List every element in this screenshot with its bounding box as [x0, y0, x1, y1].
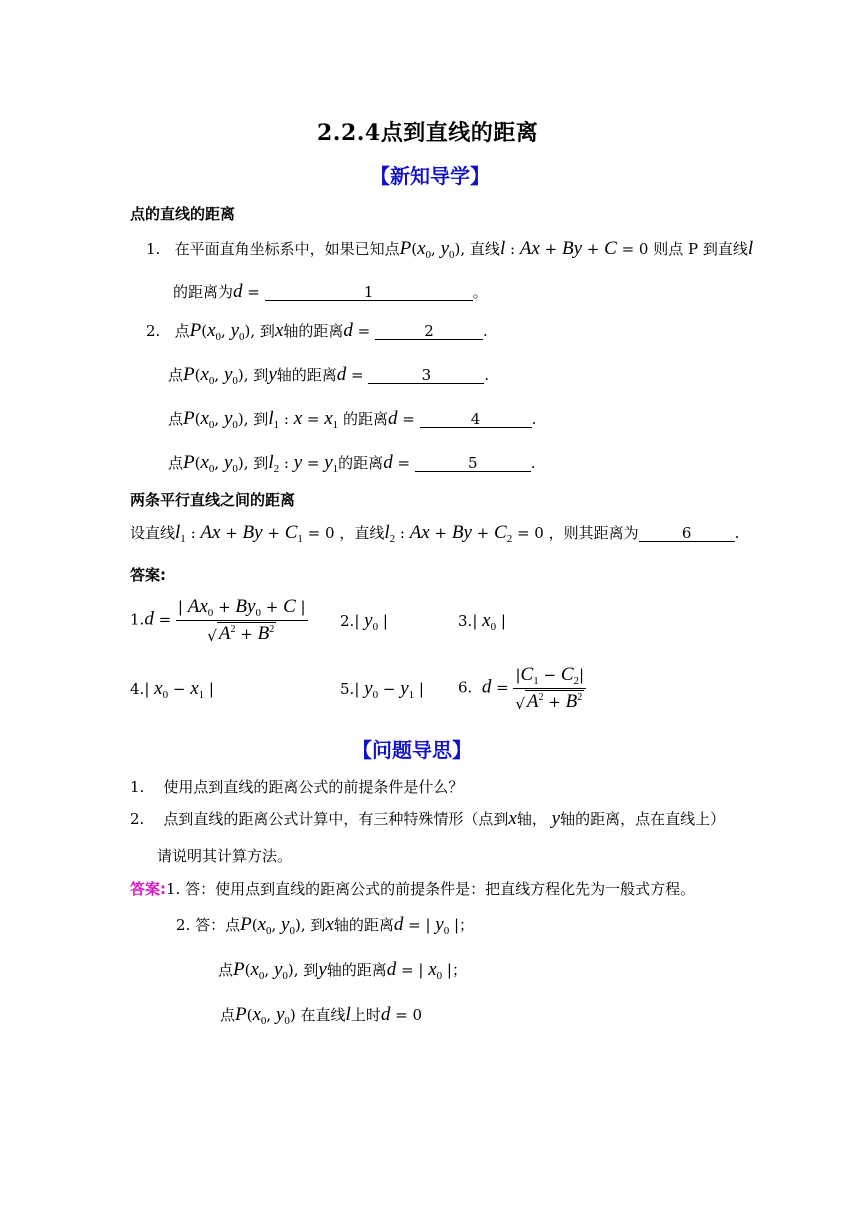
- x-axis-dist-label: 轴的距离: [333, 916, 394, 934]
- parallel-text-a: 设直线: [130, 524, 176, 542]
- heading-parallel-lines: 两条平行直线之间的距离: [130, 491, 296, 509]
- item2-number: 2.: [146, 322, 161, 340]
- item1-text-d: 的距离为: [173, 283, 234, 301]
- page-title: 2.2.4点到直线的距离: [317, 120, 539, 146]
- dao-label: 到: [253, 410, 269, 428]
- item1-line2: 的距离为d = 1 。: [173, 281, 488, 302]
- answer-6-label: 6.: [458, 678, 473, 697]
- answer2-2-prefix: 2. 答：点: [176, 916, 241, 934]
- answer-6: 6. d = $|C_1 - C_2|$ √ $A^2 + B^2$: [458, 664, 585, 713]
- question-2-text-b: 轴，: [516, 810, 547, 828]
- dian-label: 点: [218, 961, 234, 979]
- item2-line4: 点$P(x_0$, $y_0$), 到$l_2$ : $y = y_1$的距离d = 5 .: [168, 452, 536, 475]
- x-axis-dist-label: 轴的距离: [283, 322, 344, 340]
- answer-5-label: 5.: [340, 680, 355, 698]
- item2-line3: 点$P(x_0$, $y_0$), 到$l_1$ : $x = x_1$ 的距离d = 4 .: [168, 408, 537, 431]
- question-1-number: 1.: [130, 778, 145, 796]
- question-2-text-d: 请说明其计算方法。: [157, 847, 293, 865]
- section-new-knowledge: 【新知导学】: [370, 164, 490, 188]
- answer2-line3: 点$P(x_0$, $y_0$), 到y轴的距离d = | $x_0$ |；: [218, 959, 467, 982]
- answer2-line4: 点$P(x_0$, $y_0$) 在直线l上时d = 0: [220, 1004, 422, 1027]
- answer-blank-3[interactable]: 3: [368, 367, 484, 384]
- dao-label: 到: [310, 916, 326, 934]
- answer2-line1: [130, 878, 695, 899]
- y-axis-dist-label: 轴的距离: [276, 366, 337, 384]
- answer-4: 4.| $x_0 - x_1$ |: [130, 678, 214, 701]
- answer-3: 3.| $x_0$ |: [458, 610, 506, 633]
- answer-4-label: 4.: [130, 680, 145, 698]
- answer-2-label: 2.: [340, 612, 355, 630]
- item1-line1: 1. 在平面直角坐标系中，如果已知点$P(x_0$, $y_0$), 直线l : Ax + By + C = 0 则点 P 到直线l: [146, 238, 754, 261]
- dian-label: 点: [220, 1006, 236, 1024]
- section-question-guide: 【问题导思】: [352, 738, 472, 762]
- answer2-label: 答案:: [130, 880, 166, 898]
- item1-text-c: 则点 P 到直线: [653, 240, 748, 258]
- answer-6-fraction: $|C_1 - C_2|$ √ $A^2 + B^2$: [515, 664, 585, 713]
- question-2-line1: 2. 点到直线的距离公式计算中，有三种特殊情形（点到x轴， y轴的距离，点在直线上）: [130, 808, 726, 829]
- dao-label: 到: [253, 454, 269, 472]
- zai-line-label: 在直线: [300, 1006, 346, 1024]
- answer-1: 1.d = | $Ax_0 + By_0 + C$ | √ $A^2 + B^2$: [130, 596, 306, 645]
- question-2-text-c: 轴的距离，点在直线上）: [560, 810, 726, 828]
- answer-blank-2[interactable]: 2: [375, 323, 483, 340]
- dian-label: 点: [168, 410, 184, 428]
- parallel-line-text: 设直线$l_1$ : $Ax + By + C_1 = 0$ ，直线$l_2$ : $Ax + By + C_2 = 0$ ，则其距离为 6 .: [130, 522, 740, 545]
- answer-5: 5.| $y_0 - y_1$ |: [340, 678, 424, 701]
- dao-label: 到: [303, 961, 319, 979]
- answer-blank-6[interactable]: 6: [639, 525, 735, 542]
- parallel-text-b: ，直线: [339, 524, 385, 542]
- parallel-text-c: ，则其距离为: [548, 524, 639, 542]
- semicolon: ；: [451, 961, 467, 979]
- answer-blank-1[interactable]: 1: [265, 284, 473, 301]
- dist-of-label: 的距离: [342, 410, 388, 428]
- answer-2: 2.| $y_0$ |: [340, 610, 388, 633]
- shang-shi-label: 上时: [350, 1006, 381, 1024]
- item1-text-a: 在平面直角坐标系中，如果已知点: [174, 240, 400, 258]
- question-1-text: 使用点到直线的距离公式的前提条件是什么？: [163, 778, 464, 796]
- answer2-1-text: 1. 答：使用点到直线的距离公式的前提条件是：把直线方程化先为一般式方程。: [166, 880, 696, 898]
- dian-label: 点: [168, 454, 184, 472]
- item2-line1: 2. 点$P(x_0$, $y_0$), 到x轴的距离d = 2 .: [146, 320, 488, 343]
- question-2-line2: [157, 845, 292, 866]
- dist-of-label: 的距离: [338, 454, 384, 472]
- semicolon: ；: [459, 916, 475, 934]
- question-2-number: 2.: [130, 810, 145, 828]
- answer-blank-5[interactable]: 5: [415, 455, 531, 472]
- answer-1-fraction: | $Ax_0 + By_0 + C$ | √ $A^2 + B^2$: [177, 596, 306, 645]
- item1-end: 。: [472, 283, 488, 301]
- answer2-line2: 2. 答：点$P(x_0$, $y_0$), 到x轴的距离d = | $y_0$ |；: [176, 914, 475, 937]
- item2-line2: 点$P(x_0$, $y_0$), 到y轴的距离d = 3 .: [168, 364, 490, 387]
- question-1: [130, 776, 463, 797]
- item1-text-b: 直线: [469, 240, 500, 258]
- answer-3-label: 3.: [458, 612, 473, 630]
- item1-number: 1.: [146, 240, 161, 258]
- answer-1-label: 1.: [130, 610, 145, 629]
- answer-label: 答案:: [130, 566, 166, 584]
- heading-point-line-distance: 点的直线的距离: [130, 205, 236, 223]
- dian-label: 点: [168, 366, 184, 384]
- y-axis-dist-label: 轴的距离: [326, 961, 387, 979]
- dao-label: 到: [253, 366, 269, 384]
- question-2-text-a: 点到直线的距离公式计算中，有三种特殊情形（点到: [163, 810, 509, 828]
- dian-label: 点: [174, 322, 190, 340]
- dao-label: 到: [259, 322, 275, 340]
- answer-blank-4[interactable]: 4: [420, 411, 532, 428]
